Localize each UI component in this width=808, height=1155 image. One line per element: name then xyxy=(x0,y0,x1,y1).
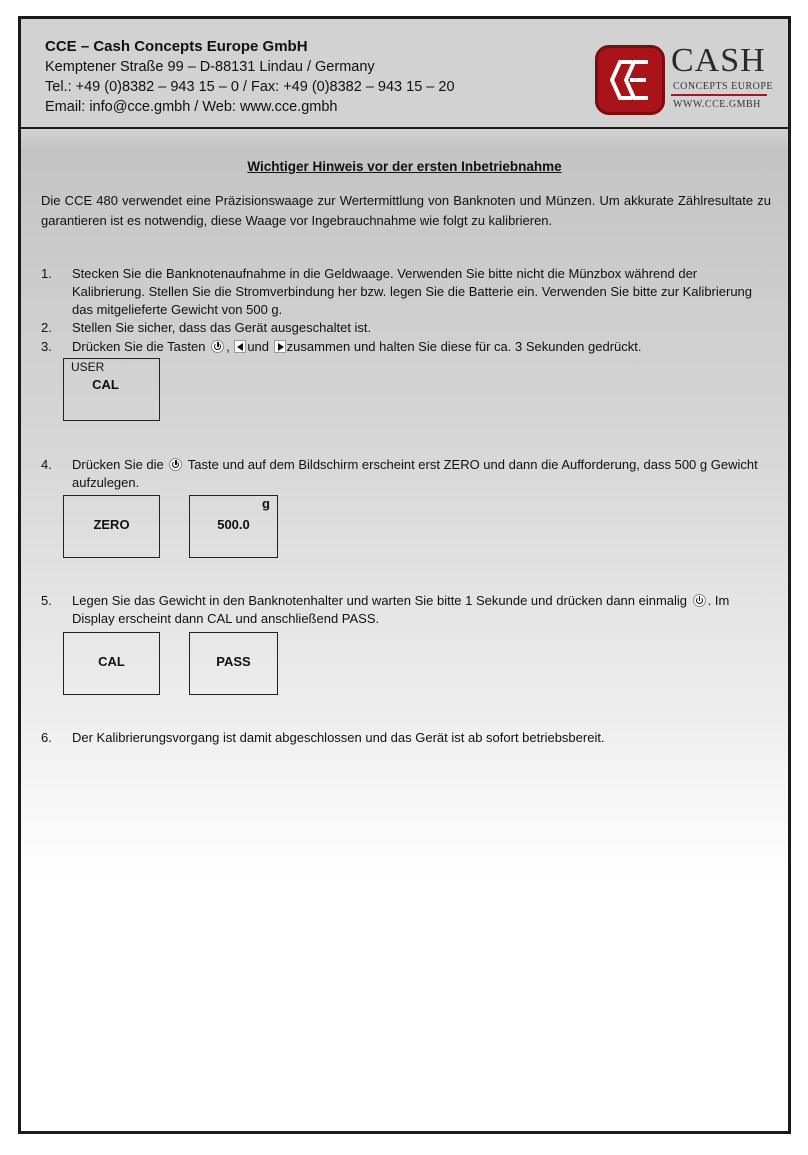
company-email: Email: info@cce.gmbh / Web: www.cce.gmbh xyxy=(45,99,338,115)
company-name: CCE – Cash Concepts Europe GmbH xyxy=(45,38,308,55)
cce-logo-mark xyxy=(595,45,665,115)
step-text: Stellen Sie sicher, dass das Gerät ausgeschaltet ist. xyxy=(72,320,372,335)
step-text: Der Kalibrierungsvorgang ist damit abgeschlossen und das Gerät ist ab sofort betriebsbereit. xyxy=(72,730,605,745)
display-top-label: USER xyxy=(71,360,105,374)
logo-website: WWW.CCE.GMBH xyxy=(673,99,761,110)
display-value: CAL xyxy=(98,654,125,669)
display-cal xyxy=(63,632,160,695)
step-number: 4. xyxy=(41,457,52,472)
step-text: Drücken Sie die Tasten , und zusammen und halten Sie diese für ca. 3 Sekunden gedrückt. xyxy=(72,339,642,354)
logo-brand: CASH xyxy=(671,42,766,79)
company-address: Kemptener Straße 99 – D-88131 Lindau / Germany xyxy=(45,59,375,75)
step-number: 1. xyxy=(41,266,52,281)
step-text: Stecken Sie die Banknotenaufnahme in die Geldwaage. Verwenden Sie bitte nicht die Münzbox während der Kalibrierung. Stellen Sie die Stromverbindung her bzw. legen Sie die Batterie ein. Verwenden Sie bitte zur Kalibrierung das mitgelieferte Gewicht von 500 g. xyxy=(72,266,753,317)
document-title: Wichtiger Hinweis vor der ersten Inbetriebnahme xyxy=(247,159,562,174)
step-number: 6. xyxy=(41,730,52,745)
display-value: PASS xyxy=(216,654,251,669)
step-number: 3. xyxy=(41,339,52,354)
step-number: 5. xyxy=(41,593,52,608)
display-value: 500.0 xyxy=(217,517,250,532)
display-pass xyxy=(189,632,278,695)
left-arrow-icon xyxy=(234,340,246,353)
step-number: 2. xyxy=(41,320,52,335)
cce-logo xyxy=(595,41,775,119)
display-unit: g xyxy=(262,496,270,511)
display-zero xyxy=(63,495,160,558)
power-icon xyxy=(169,458,182,471)
power-icon xyxy=(211,340,224,353)
intro-paragraph: Die CCE 480 verwendet eine Präzisionswaage zur Wertermittlung von Banknoten und Münzen. Um akkurate Zählresultate zu garantieren ist es notwendig, diese Waage vor Ingebrauchnahme wie folgt zu kalibrieren. xyxy=(41,193,771,228)
right-arrow-icon xyxy=(274,340,286,353)
power-icon xyxy=(693,594,706,607)
logo-subtitle: CONCEPTS EUROPE xyxy=(673,81,774,92)
cce-monogram-icon xyxy=(598,48,662,112)
display-user-cal xyxy=(63,358,160,421)
display-weight xyxy=(189,495,278,558)
display-value: CAL xyxy=(92,377,119,392)
letterhead xyxy=(21,19,788,129)
logo-divider xyxy=(671,94,767,96)
document-page xyxy=(18,16,791,1134)
step-text: Legen Sie das Gewicht in den Banknotenhalter und warten Sie bitte 1 Sekunde und drücken dann einmalig . Im Display erscheint dann CAL und anschließend PASS. xyxy=(72,593,730,626)
company-info xyxy=(45,37,455,117)
company-phone: Tel.: +49 (0)8382 – 943 15 – 0 / Fax: +49 (0)8382 – 943 15 – 20 xyxy=(45,79,455,95)
display-value: ZERO xyxy=(93,517,130,532)
step-text: Drücken Sie die Taste und auf dem Bildschirm erscheint erst ZERO und dann die Aufforderung, dass 500 g Gewicht aufzulegen. xyxy=(72,457,758,490)
